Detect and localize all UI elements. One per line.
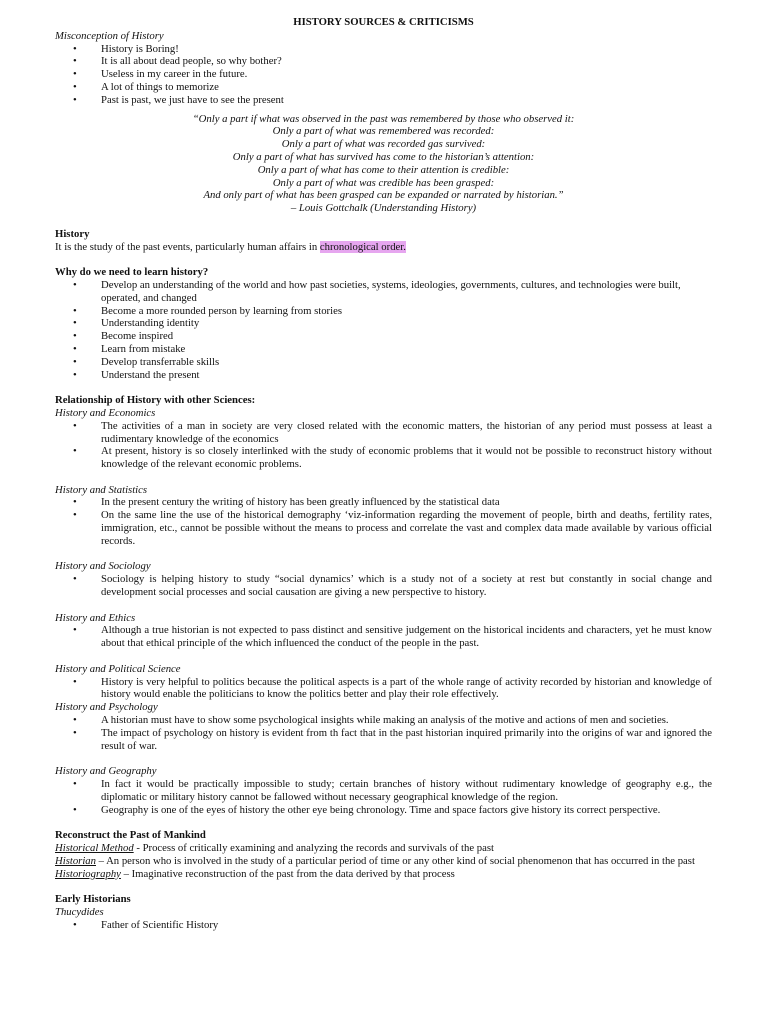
thucydides-heading: Thucydides: [55, 905, 104, 918]
why-list: [55, 279, 712, 381]
definition-historical-method: [55, 842, 712, 855]
list-item: • A lot of things to memorize: [101, 81, 712, 94]
history-heading: History: [55, 227, 90, 240]
economics-heading: History and Economics: [55, 406, 156, 419]
misconception-list: [55, 43, 712, 107]
page-title: HISTORY SOURCES & CRITICISMS: [293, 16, 474, 28]
reconstruct-heading: Reconstruct the Past of Mankind: [55, 829, 206, 842]
relationship-heading: Relationship of History with other Sciences:: [55, 394, 256, 407]
list-item: • Develop transferrable skills: [101, 356, 712, 369]
geography-heading: History and Geography: [55, 765, 157, 778]
list-item: • Understand the present: [101, 369, 712, 382]
psychology-list: [55, 714, 712, 752]
ethics-heading: History and Ethics: [55, 611, 136, 624]
list-item: • Become inspired: [101, 330, 712, 343]
psychology-heading: History and Psychology: [55, 701, 158, 714]
list-item: • Understanding identity: [101, 317, 712, 330]
sociology-list: [55, 573, 712, 599]
list-item: • The activities of a man in society are very closed related with the economic matters, the historian of any period must possess at least a rudimentary knowledge of the economics: [101, 420, 712, 446]
definition-historiography: [55, 868, 712, 881]
list-item: • Learn from mistake: [101, 343, 712, 356]
misconception-heading: Misconception of History: [55, 29, 164, 42]
list-item: • Although a true historian is not expected to pass distinct and sensitive judgement on the historical incidents and characters, yet he must know about that ethical principle of the which influenced the conduct of the people in the past.: [101, 624, 712, 650]
political-science-list: [55, 676, 712, 702]
list-item: • Past is past, we just have to see the present: [101, 94, 712, 107]
list-item: • The impact of psychology on history is evident from th fact that in the past historian inquired primarily into the origins of war and ignored the result of war.: [101, 727, 712, 753]
list-item: • Develop an understanding of the world and how past societies, systems, ideologies, governments, cultures, and technologies were built, operated, and changed: [101, 279, 712, 305]
list-item: • Become a more rounded person by learning from stories: [101, 305, 712, 318]
list-item: • A historian must have to show some psychological insights while making an analysis of the motive and actions of men and societies.: [101, 714, 712, 727]
list-item: • In the present century the writing of history has been greatly influenced by the statistical data: [101, 496, 712, 509]
term: Historical Method: [55, 842, 134, 854]
quote-line: Only a part of what was credible has been grasped:: [272, 176, 495, 189]
highlighted-text: chronological order.: [319, 240, 406, 253]
quote-line: Only a part of what was recorded gas survived:: [281, 138, 486, 151]
statistics-heading: History and Statistics: [55, 483, 148, 496]
list-item: • It is all about dead people, so why bother?: [101, 55, 712, 68]
list-item: • Father of Scientific History: [101, 919, 712, 932]
list-item: • Useless in my career in the future.: [101, 68, 712, 81]
geography-list: [55, 778, 712, 816]
definition-text: - Process of critically examining and analyzing the records and survivals of the past: [133, 842, 494, 854]
quote-line: Only a part of what has survived has come to the historian’s attention:: [232, 150, 535, 163]
list-item: • In fact it would be practically impossible to study; certain branches of history without rudimentary knowledge of geography e.g., the diplomatic or military history cannot be fallowed without necessary geographical knowledge of the region.: [101, 778, 712, 804]
history-definition-text: It is the study of the past events, particularly human affairs in: [55, 240, 320, 253]
list-item: • On the same line the use of the historical demography ‘viz-information regarding the movement of people, birth and deaths, fertility rates, immigration, etc., cannot be possible without the means to process and correlate the vast and complex data made available by various official records.: [101, 509, 712, 547]
economics-list: [55, 420, 712, 471]
list-item: • Sociology is helping history to study “social dynamics’ which is a study not of a society at rest but constantly in social change and development social processes and social causation are giving a new perspective to history.: [101, 573, 712, 599]
list-item: • At present, history is so closely interlinked with the study of economic problems that it would not be possible to reconstruct history without knowledge of the relevant economic problems.: [101, 445, 712, 471]
quote-line: Only a part of what was remembered was recorded:: [272, 125, 495, 138]
term: Historian: [55, 854, 96, 867]
early-historians-heading: Early Historians: [55, 893, 131, 906]
list-item: • History is very helpful to politics because the political aspects is a part of the whole range of activity recorded by historian and knowledge of history would enable the politicians to know the politics better and play their role effectively.: [101, 676, 712, 702]
list-item: • History is Boring!: [101, 43, 712, 56]
quote-attribution: – Louis Gottchalk (Understanding History): [290, 202, 477, 215]
list-item: • Geography is one of the eyes of history the other eye being chronology. Time and space factors give history its correct perspective.: [101, 804, 712, 817]
political-science-heading: History and Political Science: [55, 662, 181, 675]
sociology-heading: History and Sociology: [55, 560, 151, 573]
why-heading: Why do we need to learn history?: [55, 266, 209, 279]
gottschalk-quote: [55, 113, 712, 215]
definition-historian: [55, 855, 712, 868]
term: Historiography: [55, 867, 121, 880]
quote-line: Only a part of what has come to their attention is credible:: [257, 163, 510, 176]
statistics-list: [55, 496, 712, 547]
definition-text: – An person who is involved in the study of a particular period of time or any other kind of social phenomenon that has occurred in the past: [95, 854, 695, 867]
quote-line: “Only a part if what was observed in the past was remembered by those who observed it:: [192, 112, 575, 125]
quote-line: And only part of what has been grasped can be expanded or narrated by historian.”: [203, 189, 564, 202]
definition-text: – Imaginative reconstruction of the past from the data derived by that process: [120, 867, 455, 880]
history-definition: [55, 241, 712, 254]
ethics-list: [55, 624, 712, 650]
thucydides-list: [55, 919, 712, 932]
